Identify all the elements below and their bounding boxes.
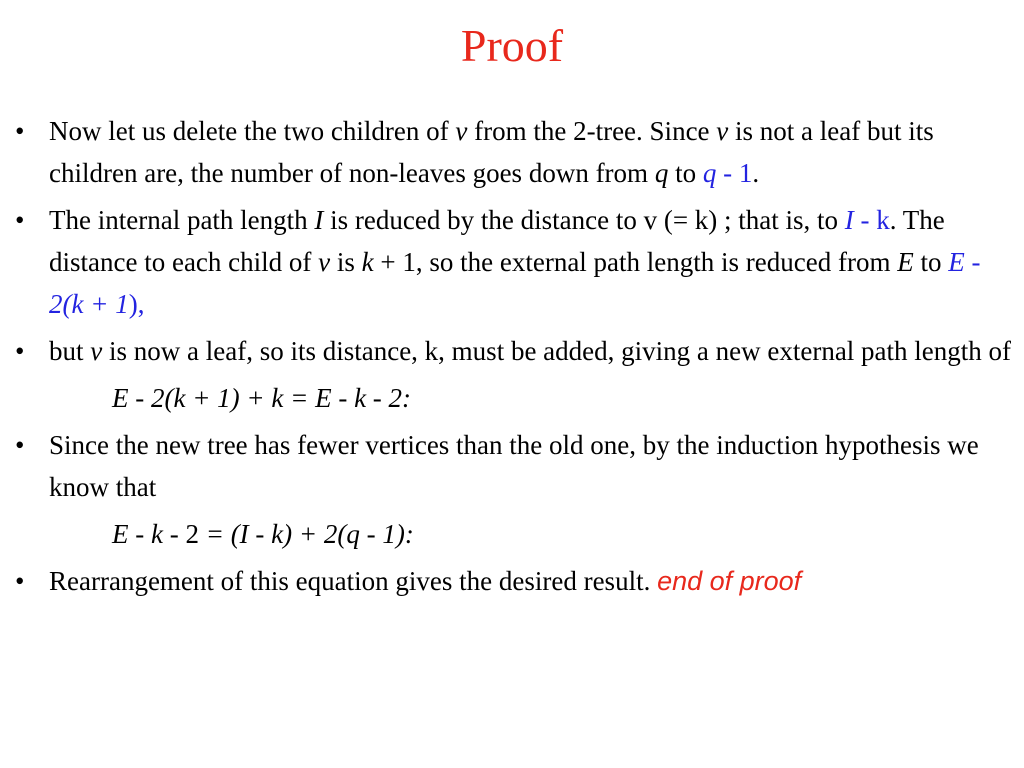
equation-part: 2 bbox=[185, 519, 199, 549]
highlighted-var-I: I bbox=[844, 205, 854, 235]
var-v: v bbox=[90, 336, 103, 366]
text-run: to bbox=[668, 158, 703, 188]
text-run: Rearrangement of this equation gives the desired result. bbox=[49, 566, 658, 596]
equation-induction bbox=[0, 513, 1024, 555]
bullet-internal-path bbox=[0, 199, 1024, 325]
equation-part: E - k - bbox=[112, 519, 186, 549]
bullet-v-is-leaf bbox=[0, 330, 1024, 372]
text-run: is reduced by the distance to v (= k) ; that is, to bbox=[323, 205, 845, 235]
var-v: v bbox=[318, 247, 331, 277]
text-run: from the 2-tree. Since bbox=[467, 116, 717, 146]
text-run: is bbox=[330, 247, 362, 277]
text-run: . bbox=[752, 158, 760, 188]
text-run: + 1, so the external path length is reduced from bbox=[373, 247, 898, 277]
bullet-rearrangement bbox=[0, 560, 1024, 602]
equation-part: = (I - k) + 2(q - 1): bbox=[198, 519, 414, 549]
var-q: q bbox=[654, 158, 669, 188]
bullet-dot: • bbox=[15, 566, 25, 596]
var-I: I bbox=[314, 205, 324, 235]
var-v: v bbox=[455, 116, 468, 146]
bullet-delete-children bbox=[0, 110, 1024, 194]
text-run: but bbox=[49, 336, 91, 366]
text-run: Since the new tree has fewer vertices than the old one, by the induction hypothesis we know that bbox=[49, 430, 979, 502]
text-run: is now a leaf, so its distance, k, must be added, giving a new external path length of bbox=[102, 336, 1012, 366]
highlighted-minus-one: - 1 bbox=[716, 158, 753, 188]
slide-title: Proof bbox=[460, 20, 564, 71]
highlighted-expression: E - 2(k + 1 bbox=[49, 247, 981, 319]
var-E: E bbox=[897, 247, 914, 277]
text-run: to bbox=[913, 247, 949, 277]
var-k: k bbox=[361, 247, 374, 277]
bullet-dot: • bbox=[15, 430, 25, 460]
bullet-dot: • bbox=[15, 205, 25, 235]
bullet-dot: • bbox=[15, 116, 25, 146]
equation-external-path: E - 2(k + 1) + k = E - k - 2: bbox=[112, 383, 412, 413]
highlighted-close-paren: ), bbox=[128, 289, 145, 319]
text-run: Now let us delete the two children of bbox=[49, 116, 456, 146]
end-of-proof-label: end of proof bbox=[657, 566, 802, 596]
var-v: v bbox=[716, 116, 729, 146]
bullet-dot: • bbox=[15, 336, 25, 366]
text-run: is not a leaf but its children are, the number of non-leaves goes down from bbox=[49, 116, 934, 188]
bullet-induction bbox=[0, 424, 1024, 508]
slide-body bbox=[0, 110, 1024, 607]
text-run: The internal path length bbox=[49, 205, 315, 235]
highlighted-var-q: q bbox=[702, 158, 717, 188]
text-run: . The distance to each child of bbox=[49, 205, 945, 277]
highlighted-minus-k: - k bbox=[853, 205, 890, 235]
